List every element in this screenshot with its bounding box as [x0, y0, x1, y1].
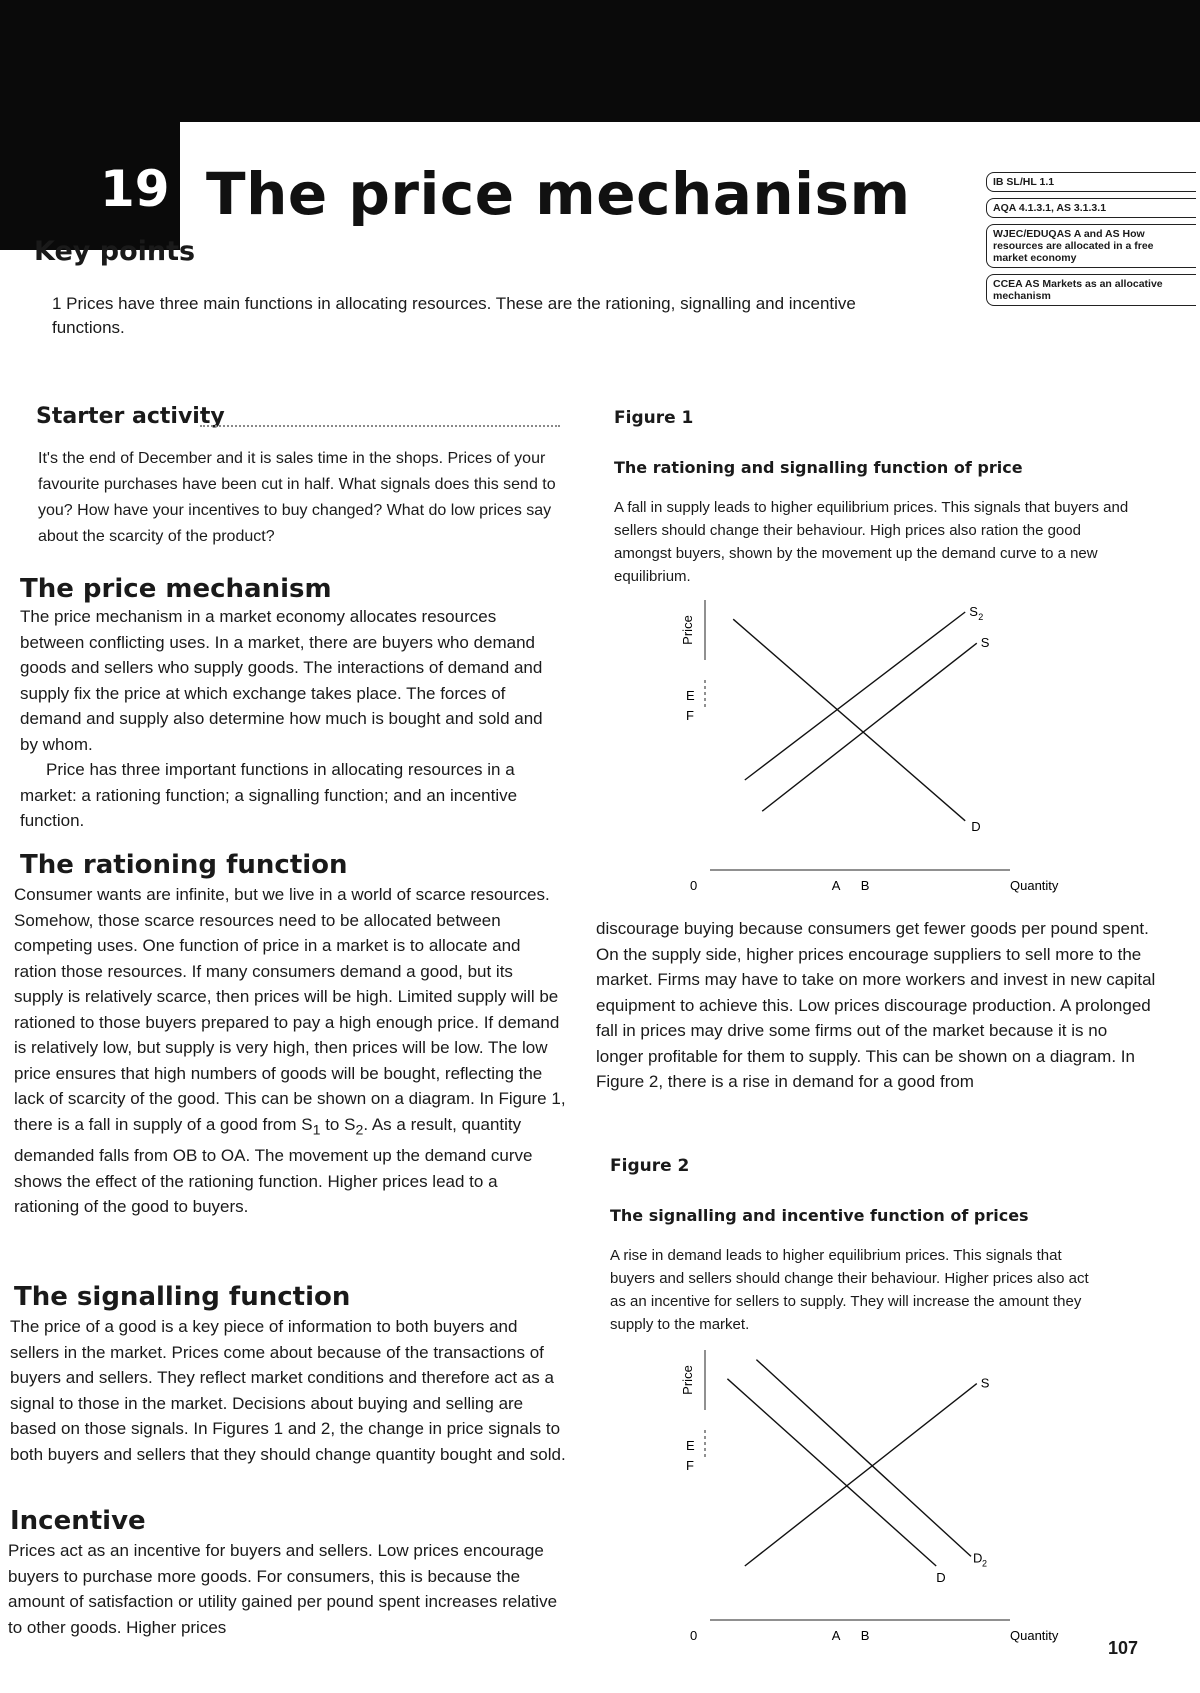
y-axis-label: Price	[680, 615, 695, 645]
figure-title: The rationing and signalling function of price	[614, 458, 1023, 477]
subscript: 2	[355, 1121, 364, 1138]
y-tick-label: F	[686, 708, 694, 723]
y-tick-label: E	[686, 1438, 695, 1453]
subscript: 1	[312, 1121, 321, 1138]
series-line-d2	[756, 1360, 971, 1557]
syllabus-ref: AQA 4.1.3.1, AS 3.1.3.1	[986, 198, 1196, 218]
x-tick-label: A	[831, 878, 841, 893]
y-axis-label: Price	[680, 1365, 695, 1395]
series-label-subscript: 2	[978, 612, 984, 622]
series-label-s: S	[980, 1375, 990, 1391]
header-band	[0, 0, 1200, 122]
figure-label: Figure 2	[610, 1156, 690, 1176]
paragraph	[14, 882, 566, 1220]
series-line-s2	[745, 612, 965, 780]
figure-caption: A rise in demand leads to higher equilibrium prices. This signals that buyers and sellers should change their behaviour. Higher prices also act as an incentive for sellers to supply. They will increase the amount they supply to the market.	[610, 1247, 1089, 1333]
series-line-d1	[727, 1379, 936, 1566]
origin-label: 0	[690, 878, 698, 893]
section-heading-rationing: The rationing function	[20, 850, 348, 880]
series-label-s1: S	[980, 635, 990, 651]
x-axis-label: Quantity	[1010, 878, 1059, 893]
paragraph: The price of a good is a key piece of information to both buyers and sellers in the market. Prices come about because of the transactions of buyers and sellers. They reflect market conditions and therefore act as a signal to those in the market. Decisions about buying and selling are based on those signals. In Figures 1 and 2, the change in price signals to both buyers and sellers that they should change quantity bought and sold.	[10, 1317, 566, 1464]
paragraph: The price mechanism in a market economy allocates resources between conflicting uses. In a market, there are buyers who demand goods and sellers who supply goods. The interactions of demand and supply fix the price at which exchange takes place. The forces of demand and supply also determine how much is bought and sold and by whom.	[20, 607, 543, 754]
series-line-d	[733, 619, 965, 821]
paragraph: Price has three important functions in allocating resources in a market: a rationing function; a signalling function; and an incentive function.	[20, 760, 518, 830]
x-tick-label: A	[831, 1628, 841, 1643]
paragraph: discourage buying because consumers get fewer goods per pound spent. On the supply side, higher prices encourage suppliers to sell more to the market. Firms may have to take on more workers and invest in new capital equipment to achieve this. Low prices discourage production. A prolonged fall in prices may drive some firms out of the market because it is no longer profitable for them to supply. This can be shown on a diagram. In Figure 2, there is a rise in demand for a good from	[596, 919, 1156, 1091]
figure-label: Figure 1	[614, 408, 694, 428]
x-axis-label: Quantity	[1010, 1628, 1059, 1643]
figure-title: The signalling and incentive function of prices	[610, 1206, 1029, 1225]
section-heading-incentive: Incentive	[10, 1506, 146, 1536]
figure-caption: A fall in supply leads to higher equilibrium prices. This signals that buyers and sellers should change their behaviour. High prices also ration the good amongst buyers, shown by the movement up the demand curve to a new equilibrium.	[614, 499, 1129, 585]
series-line-s	[745, 1384, 977, 1566]
starter-heading: Starter activity	[36, 404, 225, 429]
series-label-s2: S	[969, 604, 978, 619]
section-heading-signalling: The signalling function	[14, 1282, 351, 1312]
syllabus-ref: WJEC/EDUQAS A and AS How resources are allocated in a free market economy	[986, 224, 1196, 268]
paragraph-text: to S	[320, 1114, 356, 1134]
chapter-title: The price mechanism	[206, 160, 911, 228]
series-label-d1: D	[936, 1570, 946, 1585]
divider	[200, 425, 560, 427]
key-points-heading: Key points	[34, 236, 196, 267]
paragraph-text: Consumer wants are infinite, but we live in a world of scarce resources. Somehow, those scarce resources need to be allocated between competing uses. One function of price in a market is to allocate and ration those resources. If many consumers demand a good, but its supply is relatively scarce, then prices will be high. Limited supply will be rationed to those buyers prepared to pay a high enough price. If demand is relatively low, but supply is very high, then prices will be low. The low price ensures that high numbers of goods will be bought, reflecting the lack of scarcity of the good. This can be shown on a diagram. In Figure 1, there is a fall in supply of a good from S	[14, 885, 566, 1134]
x-tick-label: B	[860, 1628, 870, 1643]
figure1-chart	[660, 590, 1080, 893]
figure2-chart	[660, 1340, 1080, 1643]
y-tick-label: E	[686, 688, 695, 703]
series-label-d: D	[971, 818, 981, 834]
syllabus-ref: CCEA AS Markets as an allocative mechanism	[986, 274, 1196, 306]
syllabus-references	[986, 172, 1196, 312]
series-label-d2: D	[973, 1550, 983, 1566]
chapter-number: 19	[100, 160, 170, 218]
series-line-s1	[762, 643, 977, 811]
starter-text: It's the end of December and it is sales time in the shops. Prices of your favourite purchases have been cut in half. What signals does this send to you? How have your incentives to buy changed? What do low prices say about the scarcity of the product?	[38, 450, 556, 545]
section-heading-price-mechanism: The price mechanism	[20, 574, 332, 604]
key-point: 1 Prices have three main functions in allocating resources. These are the rationing, signalling and incentive functions.	[52, 294, 856, 337]
syllabus-ref: IB SL/HL 1.1	[986, 172, 1196, 192]
page-number: 107	[1108, 1638, 1139, 1658]
y-tick-label: F	[686, 1458, 694, 1473]
paragraph-text: . As a result, quantity demanded falls from OB to OA. The movement up the demand curve shows the effect of the rationing function. Higher prices lead to a rationing of the good to buyers.	[14, 1114, 533, 1217]
origin-label: 0	[690, 1628, 698, 1643]
paragraph: Prices act as an incentive for buyers and sellers. Low prices encourage buyers to purchase more goods. For consumers, this is because the amount of satisfaction or utility gained per pound spent increases relative to other goods. Higher prices	[8, 1541, 558, 1637]
series-label-subscript: 2	[982, 1558, 988, 1569]
x-tick-label: B	[860, 878, 870, 893]
